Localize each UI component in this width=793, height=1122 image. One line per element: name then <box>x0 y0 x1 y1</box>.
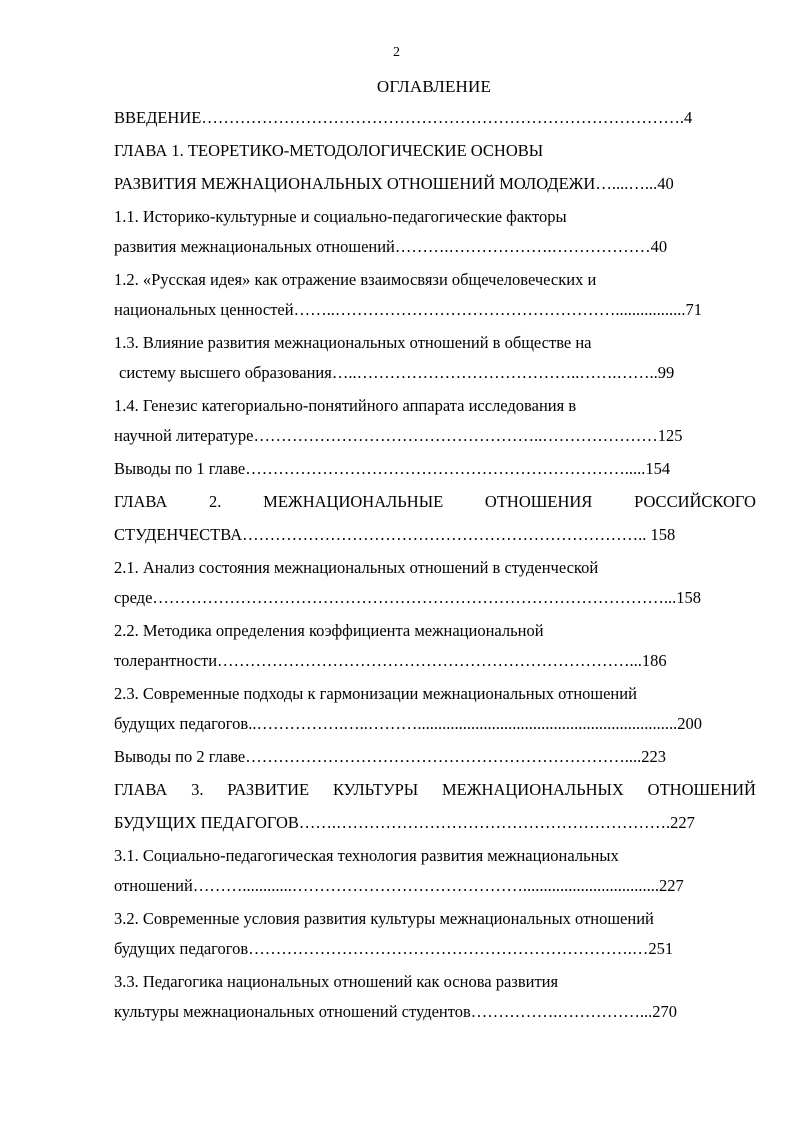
toc-chapter-2-word: ОТНОШЕНИЯ <box>484 492 593 511</box>
toc-chapter-3-word: КУЛЬТУРЫ <box>332 780 419 799</box>
toc-section-1-4-line-2: научной литературе……………………………………………..…………………125 <box>114 426 683 445</box>
toc-chapter-3-line-1 <box>114 779 756 812</box>
toc-section-3-2-line-1: 3.2. Современные условия развития культуры межнациональных отношений <box>114 909 654 928</box>
toc-section-2-3-line-1: 2.3. Современные подходы к гармонизации межнациональных отношений <box>114 684 637 703</box>
toc-chapter-3-word: МЕЖНАЦИОНАЛЬНЫХ <box>442 780 624 799</box>
toc-section-3-3-line-2: культуры межнациональных отношений студентов…………….……………...270 <box>114 1002 678 1021</box>
toc-section-1-2-line-1: 1.2. «Русская идея» как отражение взаимосвязи общечеловеческих и <box>114 270 597 289</box>
toc-section-1-3-line-1: 1.3. Влияние развития межнациональных отношений в обществе на <box>114 333 592 352</box>
toc-section-1-1-line-2: развития межнациональных отношений……….……………….………………40 <box>114 237 668 256</box>
toc-summary-chapter-2: Выводы по 2 главе……………………………………………………………....223 <box>114 747 666 766</box>
toc-chapter-2-word: 2. <box>209 492 222 511</box>
toc-section-1-3-line-2: системy высшего образования…..…………………………………..…….……..99 <box>119 363 675 382</box>
toc-chapter-2-word: ГЛАВА <box>114 492 168 511</box>
toc-section-1-2-line-2: национальных ценностей……..…………………………………………….................71 <box>114 300 702 319</box>
toc-chapter-3-word: ОТНОШЕНИЙ <box>647 780 756 799</box>
toc-section-1-1-line-1: 1.1. Историко-культурные и социально-педагогические факторы <box>114 207 567 226</box>
toc-chapter-3-word: ГЛАВА <box>114 780 168 799</box>
toc-section-3-3-line-1: 3.3. Педагогика национальных отношений как основа развития <box>114 972 559 991</box>
toc-chapter-2-word: РОССИЙСКОГО <box>634 492 756 511</box>
page-number: 2 <box>393 45 400 60</box>
toc-section-2-1-line-2: среде…………………………………………………………………………………...158 <box>114 588 702 607</box>
toc-section-3-2-line-2: будущих педагогов…………………………………………………………….…251 <box>114 939 674 958</box>
toc-section-3-1-line-1: 3.1. Социально-педагогическая технология развития межнациональных <box>114 846 619 865</box>
toc-chapter-3-word: 3. <box>191 780 204 799</box>
table-of-contents <box>114 107 756 1034</box>
toc-chapter-1-line-2: РАЗВИТИЯ МЕЖНАЦИОНАЛЬНЫХ ОТНОШЕНИЙ МОЛОДЕЖИ…....…...40 <box>114 174 674 193</box>
toc-summary-chapter-1: Выводы по 1 главе…………………………………………………………….....154 <box>114 459 671 478</box>
toc-entry-introduction: ВВЕДЕНИЕ…………………………………………………………………………….4 <box>114 108 693 127</box>
toc-section-2-2-line-2: толерантности…………………………………………………………………...186 <box>114 651 667 670</box>
toc-chapter-2-word: МЕЖНАЦИОНАЛЬНЫЕ <box>263 492 444 511</box>
toc-chapter-2-line-1 <box>114 491 756 524</box>
toc-chapter-3-word: РАЗВИТИЕ <box>227 780 310 799</box>
toc-chapter-2-line-2: СТУДЕНЧЕСТВА……………………………………………………………….. 158 <box>114 525 676 544</box>
toc-section-2-3-line-2: будущих педагогов..…………….…..………...............................................................200 <box>114 714 702 733</box>
toc-chapter-3-line-2: БУДУЩИХ ПЕДАГОГОВ…….…………………………………………………….227 <box>114 813 695 832</box>
toc-section-1-4-line-1: 1.4. Генезис категориально-понятийного аппарата исследования в <box>114 396 577 415</box>
toc-section-2-2-line-1: 2.2. Методика определения коэффициента межнациональной <box>114 621 544 640</box>
toc-section-2-1-line-1: 2.1. Анализ состояния межнациональных отношений в студенческой <box>114 558 599 577</box>
page-title: ОГЛАВЛЕНИЕ <box>376 77 492 96</box>
toc-chapter-1-line-1: ГЛАВА 1. ТЕОРЕТИКО-МЕТОДОЛОГИЧЕСКИЕ ОСНОВЫ <box>114 141 544 160</box>
toc-section-3-1-line-2: отношений………............…………………………………….................................227 <box>114 876 684 895</box>
